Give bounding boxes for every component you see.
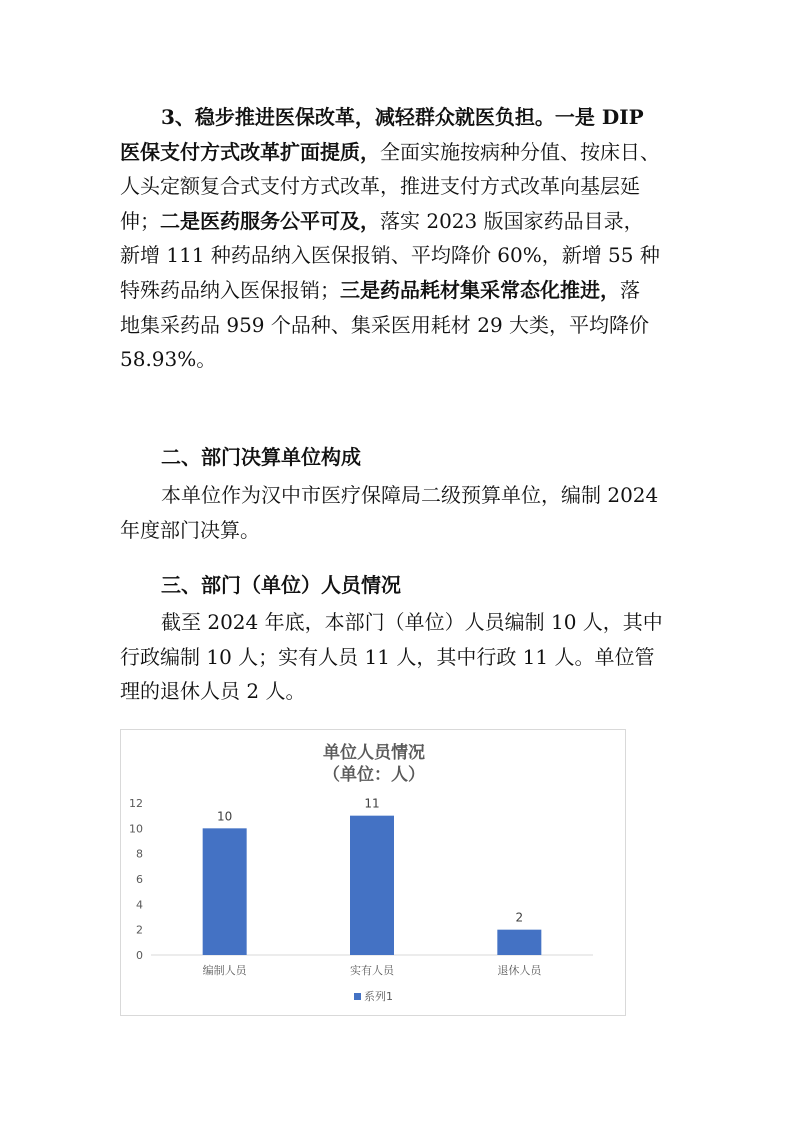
bar-2 [350, 816, 394, 955]
y-tick-label: 10 [129, 822, 143, 836]
section3-line2-bold: 医保支付方式改革扩面提质， [120, 139, 380, 164]
section3-line8: 58.93%。 [120, 347, 217, 372]
heading-staff: 三、部门（单位）人员情况 [161, 573, 401, 597]
section3-paragraph [120, 100, 676, 377]
y-tick-label: 0 [136, 949, 143, 962]
chart-subtitle: （单位：人） [323, 765, 425, 785]
legend-label: 系列1 [364, 990, 393, 1003]
chart-title: 单位人员情况 [323, 743, 425, 763]
section3-line5: 新增 111 种药品纳入医保报销、平均降价 60%，新增 55 种 [120, 243, 660, 268]
bar-3 [497, 930, 541, 955]
section3-line6-a: 特殊药品纳入医保报销； [120, 277, 340, 302]
staff-line2: 行政编制 10 人；实有人员 11 人，其中行政 11 人。单位管 [120, 644, 655, 669]
x-axis-labels [203, 963, 543, 977]
section3-line6-text: 落 [620, 277, 640, 302]
bar-1 [203, 828, 247, 955]
x-category-label: 编制人员 [202, 964, 247, 977]
unit-paragraph [120, 478, 676, 547]
section3-line4-bold: 二是医药服务公平可及， [160, 208, 380, 233]
x-category-label: 退休人员 [497, 964, 542, 977]
section3-line3: 人头定额复合式支付方式改革，推进支付方式改革向基层延 [120, 174, 640, 199]
heading-unit-composition: 二、部门决算单位构成 [161, 445, 361, 469]
y-axis-ticks [129, 797, 143, 962]
y-tick-label: 6 [136, 873, 143, 886]
unit-line2: 年度部门决算。 [120, 517, 260, 542]
staff-line1: 截至 2024 年底，本部门（单位）人员编制 10 人，其中 [161, 610, 663, 634]
bar-data-label: 11 [364, 796, 380, 811]
legend [354, 989, 393, 1003]
bar-data-label: 10 [217, 809, 233, 824]
x-category-label: 实有人员 [350, 964, 394, 977]
staff-paragraph [120, 605, 676, 709]
unit-line1: 本单位作为汉中市医疗保障局二级预算单位，编制 2024 [161, 483, 659, 507]
bar-data-label: 2 [515, 910, 524, 925]
bars-group [203, 797, 542, 955]
legend-swatch [354, 993, 361, 1000]
section3-line2-text: 全面实施按病种分值、按床日、 [380, 139, 660, 164]
section3-line7: 地集采药品 959 个品种、集采医用耗材 29 大类，平均降价 [120, 312, 650, 337]
section3-line1: 3、稳步推进医保改革，减轻群众就医负担。一是 DIP [161, 105, 644, 129]
section3-line6-bold: 三是药品耗材集采常态化推进， [340, 277, 620, 302]
y-tick-label: 8 [136, 847, 143, 861]
y-tick-label: 2 [136, 923, 143, 937]
y-tick-label: 12 [129, 797, 143, 810]
staff-line3: 理的退休人员 2 人。 [120, 679, 306, 704]
staff-chart [120, 729, 626, 1016]
section3-line4-text: 落实 2023 版国家药品目录， [380, 208, 644, 233]
section3-line4-a: 伸； [120, 208, 160, 233]
y-tick-label: 4 [136, 898, 143, 912]
staff-chart-svg [121, 730, 627, 1017]
